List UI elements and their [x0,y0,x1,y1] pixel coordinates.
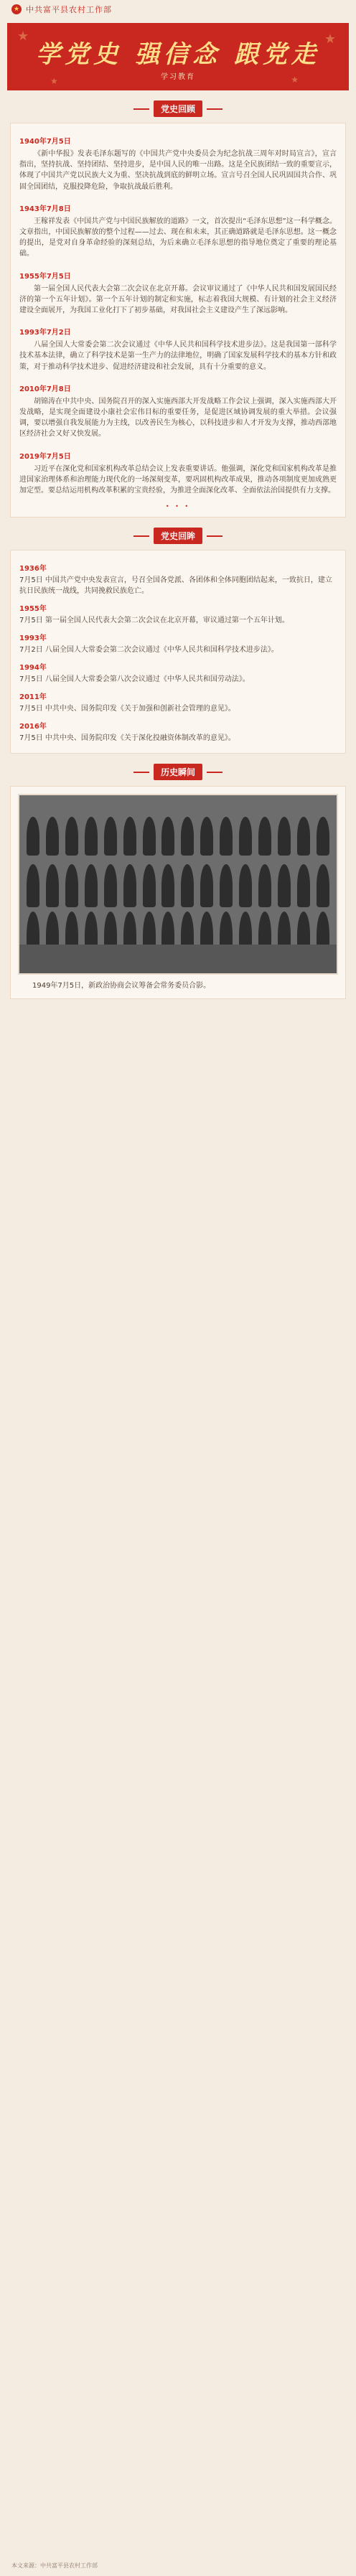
entry-date: 1955年7月5日 [19,272,71,281]
org-name: 中共富平县农村工作部 [26,5,112,14]
title-wing [134,772,149,773]
timeline-item [19,602,337,626]
timeline-year: 1936年 [19,565,47,573]
timeline-item [19,562,337,596]
section-header-history [0,764,356,780]
summary-entry [19,129,337,192]
section-header-timeline [0,528,356,544]
star-decoration-icon: ★ [291,75,299,85]
summary-card [10,123,346,517]
timeline-year: 1955年 [19,605,47,614]
divider-dots: • • • [165,503,191,510]
star-decoration-icon: ★ [17,29,29,44]
timeline-year: 2011年 [19,693,47,702]
entry-text: 八届全国人大常委会第二次会议通过《中华人民共和国科学技术进步法》。这是我国第一部科学技术基本法律，确立了科学技术是第一生产力的法律地位，明确了国家发展科学技术的基本方针和政策，对于推动科学技术进步、促进经济建设和社会发展，具有十分重要的意义。 [19,341,337,371]
entry-text: 胡锦涛在中共中央、国务院召开的深入实施西部大开发战略工作会议上强调，深入实施西部大开发战略，是实现全面建设小康社会宏伟目标的重要任务，是促进区域协调发展的重大举措。会议强调，要以增强自我发展能力为主线，以改善民生为核心，以科技进步和人才开发为支撑，推动西部地区经济社会又好又快发展。 [19,397,337,439]
entry-date: 2019年7月5日 [19,452,71,461]
photo-row [27,817,329,856]
section-header-summary [0,100,356,117]
timeline-item [19,720,337,744]
entry-text: 《新中华报》发表毛泽东题写的《中国共产党中央委员会为纪念抗战三周年对时局宣言》，宣言指出，坚持抗战、坚持团结、坚持进步，是中国人民的唯一出路。这是全民族团结一致的重要宣示，体现了中国共产党以民族大义为重、坚决抗战到底的鲜明立场。宣言号召全国人民巩固国共合作、巩固全国团结，克服投降危险，争取抗战最后胜利。 [19,150,337,191]
timeline-event: 7月5日 中共中央、国务院印发《关于加强和创新社会管理的意见》。 [19,705,235,713]
section-title: 党史回顾 [154,100,202,117]
entry-text: 第一届全国人民代表大会第二次会议在北京开幕。会议审议通过了《中华人民共和国发展国民经济的第一个五年计划》。第一个五年计划的制定和实施，标志着我国大规模、有计划的社会主义经济建设全面展开，为我国工业化打下了初步基础，对我国社会主义建设产生了深远影响。 [19,284,337,315]
entry-text: 王稼祥发表《中国共产党与中国民族解放的道路》一文，首次提出“毛泽东思想”这一科学概念。文章指出，中国民族解放的整个过程——过去、现在和未来，其正确道路就是毛泽东思想。这一概念的提出，是党对自身革命经验的深刻总结，为后来确立毛泽东思想的指导地位奠定了重要的理论基础。 [19,217,337,258]
timeline-item [19,661,337,685]
timeline-year: 2016年 [19,723,47,731]
timeline-event: 7月5日 第一届全国人民代表大会第二次会议在北京开幕，审议通过第一个五年计划。 [19,617,289,625]
entry-date: 1993年7月2日 [19,329,71,337]
star-decoration-icon: ★ [324,32,336,47]
summary-entry [19,320,337,373]
timeline-item [19,632,337,655]
summary-entry [19,377,337,440]
summary-entry [19,197,337,260]
summary-entry [19,264,337,317]
timeline-year: 1993年 [19,634,47,643]
timeline-card [10,550,346,754]
title-wing [207,535,222,537]
entry-text: 习近平在深化党和国家机构改革总结会议上发表重要讲话。他强调，深化党和国家机构改革是推进国家治理体系和治理能力现代化的一场深刻变革，要巩固机构改革成果，推动各项制度更加成熟更加定型。要总结运用机构改革积累的宝贵经验，为推进全面深化改革、全面依法治国提供有力支撑。 [19,464,337,495]
timeline-event: 7月5日 中共中央、国务院印发《关于深化投融资体制改革的意见》。 [19,734,235,743]
entry-date: 2010年7月8日 [19,385,71,393]
org-header [0,0,356,19]
photo-floor [19,945,337,973]
history-photo-card [10,786,346,999]
section-title: 历史瞬间 [154,764,202,780]
timeline-event: 7月5日 中国共产党中央发表宣言，号召全国各党派、各团体和全体同胞团结起来，一致抗日，建立抗日民族统一战线，共同挽救民族危亡。 [19,576,332,596]
hero-banner [7,23,349,90]
timeline-event: 7月2日 八届全国人大常委会第二次会议通过《中华人民共和国科学技术进步法》。 [19,646,278,655]
article-source: 本文来源：中共富平县农村工作部 [11,2562,98,2569]
party-emblem-icon: ★ [11,4,22,14]
timeline-year: 1994年 [19,664,47,673]
star-decoration-icon: ★ [50,76,58,86]
entry-date: 1943年7月8日 [19,205,71,213]
timeline-item [19,690,337,714]
entry-date: 1940年7月5日 [19,138,71,146]
title-wing [207,772,222,773]
title-wing [207,108,222,110]
section-title: 党史回眸 [154,528,202,544]
historical-group-photo [18,794,338,975]
timeline-event: 7月5日 八届全国人大常委会第八次会议通过《中华人民共和国劳动法》。 [19,675,250,684]
banner-slogan: 学党史 强信念 跟党走 [36,40,320,69]
title-wing [134,108,149,110]
title-wing [134,535,149,537]
photo-caption: 1949年7月5日，新政治协商会议筹备会常务委员合影。 [32,982,211,990]
banner-subtitle: 学习教育 [161,73,195,81]
summary-entry [19,444,337,497]
photo-row [27,864,329,907]
